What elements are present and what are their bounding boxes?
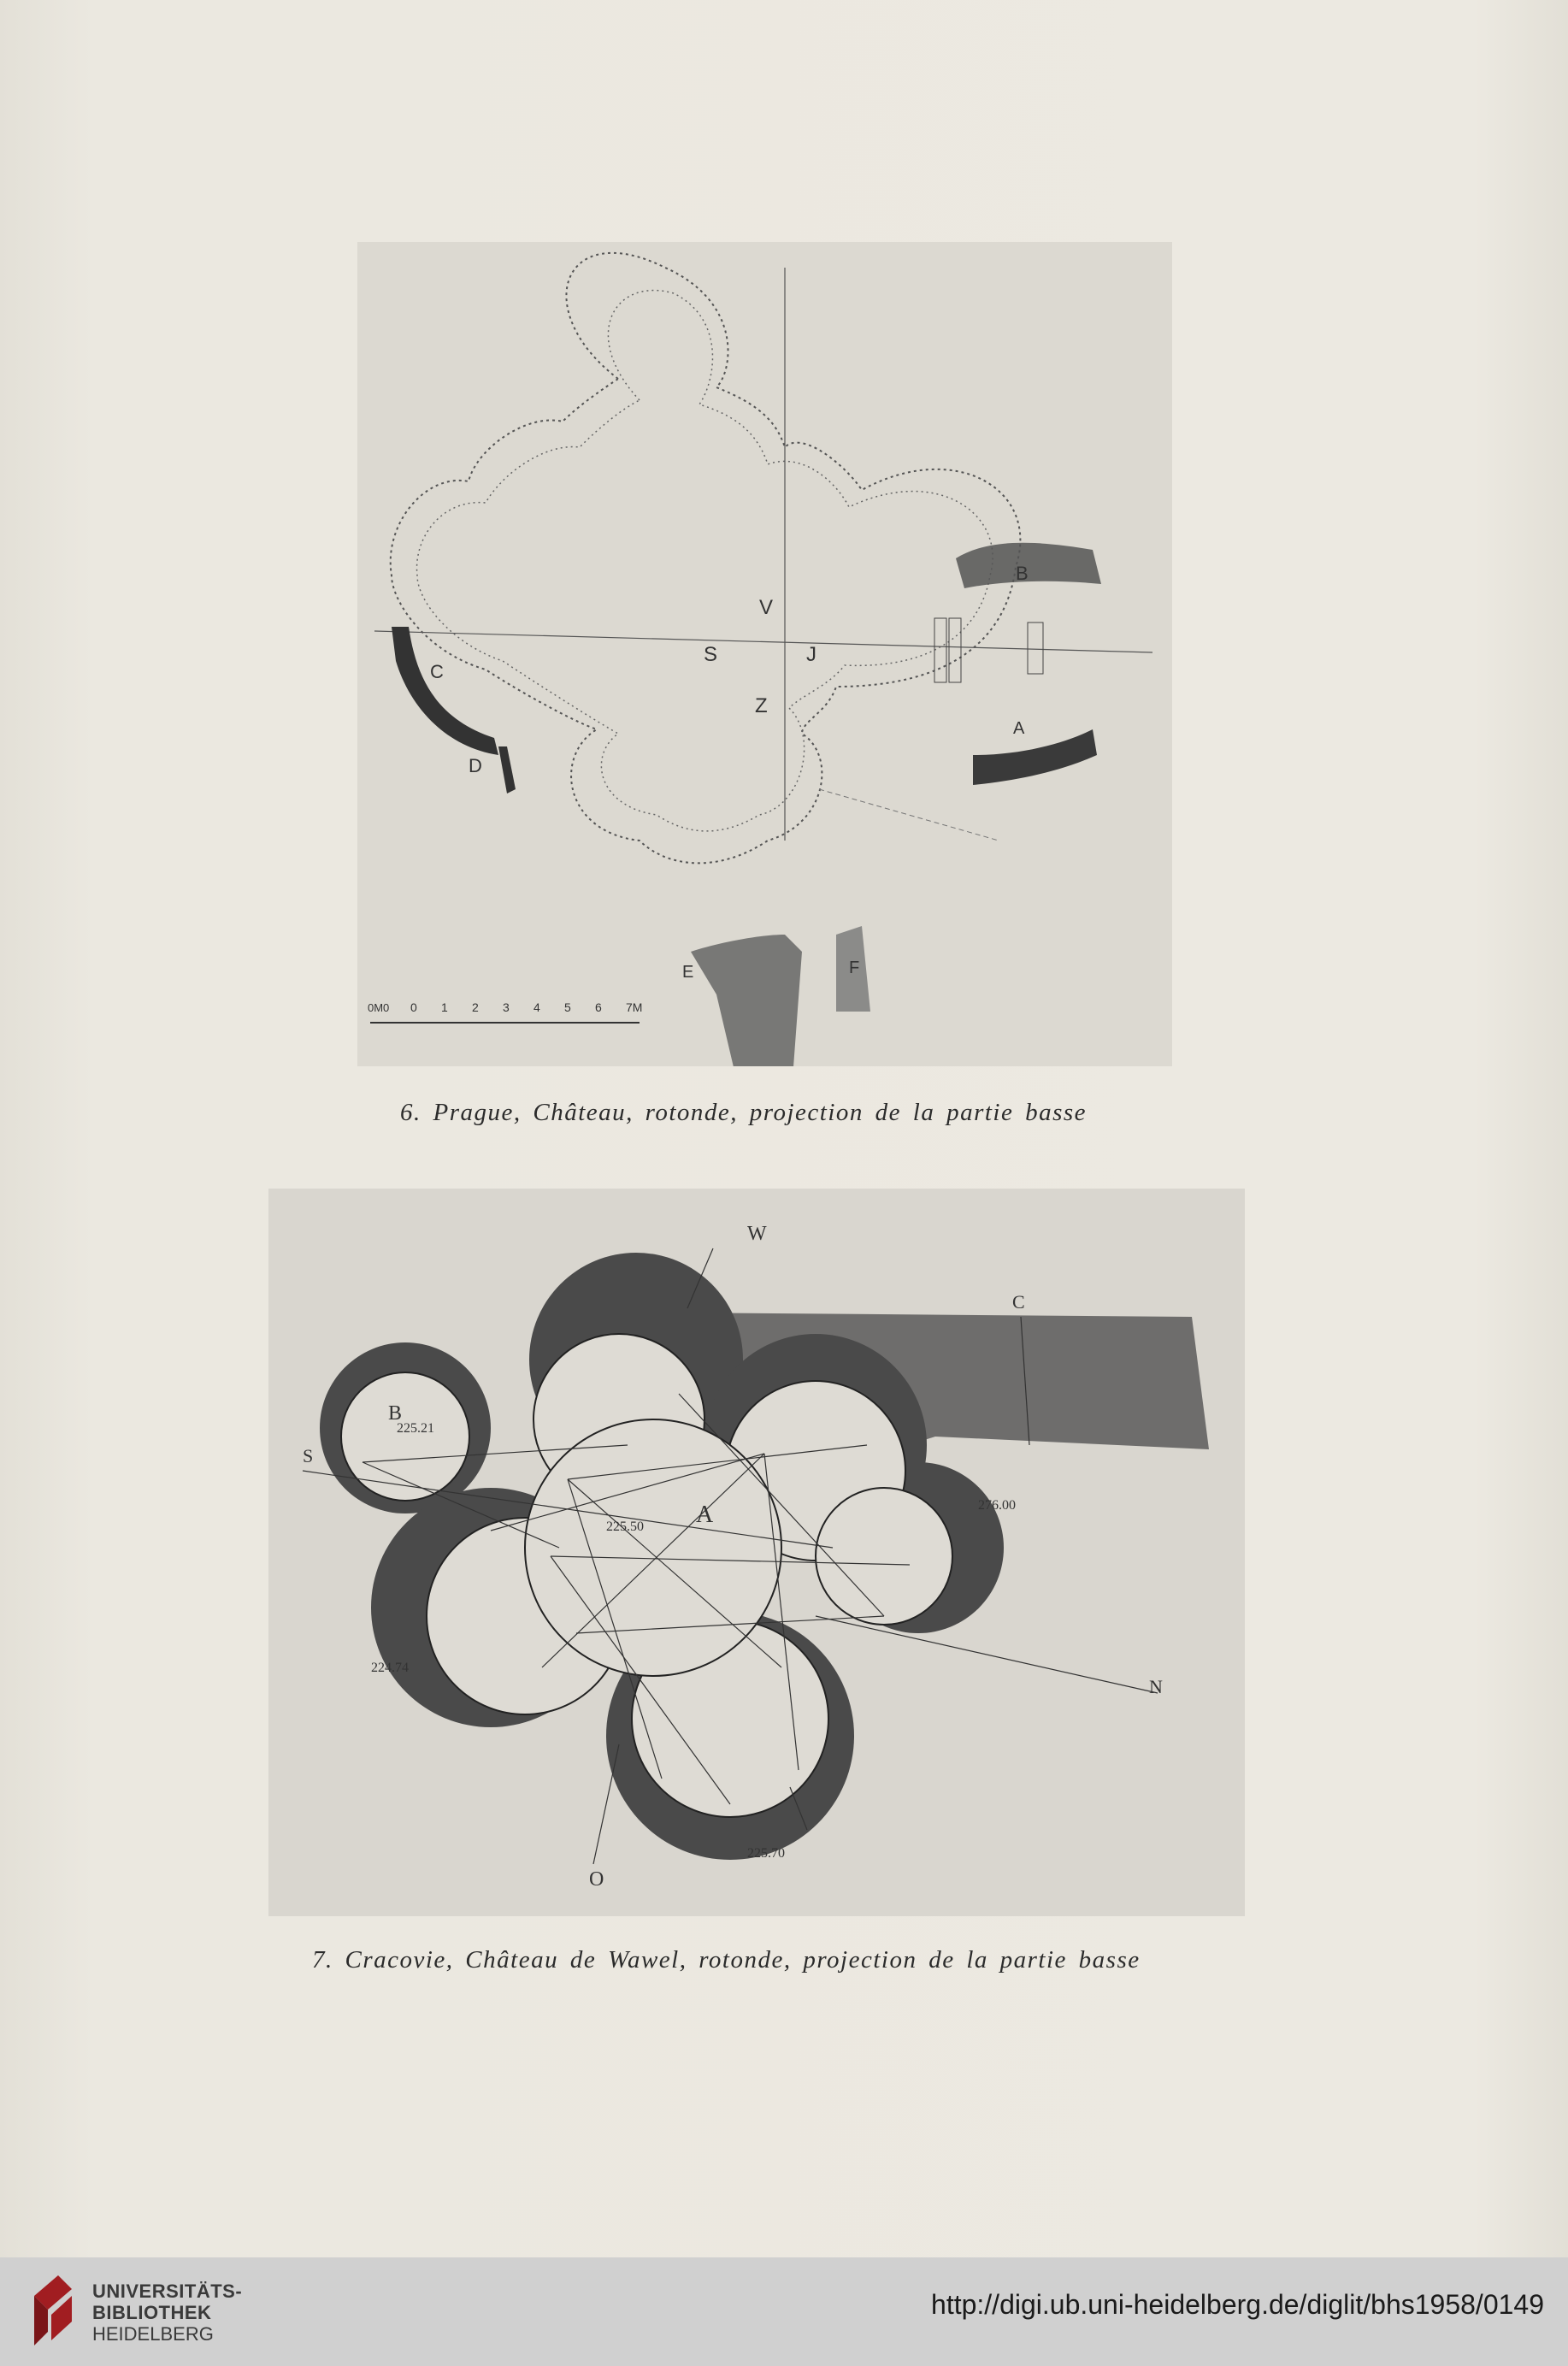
elev-5: 225.70: [747, 1846, 785, 1861]
label-b7: B: [388, 1402, 403, 1425]
scale-bar: [368, 1000, 642, 1023]
source-url-link[interactable]: http://digi.ub.uni-heidelberg.de/diglit/bhs1958/0149: [931, 2289, 1544, 2320]
library-logo-icon: [26, 2270, 80, 2352]
svg-text:6: 6: [595, 1000, 602, 1014]
label-c7: C: [1012, 1291, 1025, 1313]
label-b: B: [1016, 563, 1029, 584]
label-a: A: [1013, 719, 1025, 738]
remains-a: [973, 729, 1097, 785]
label-d: D: [469, 755, 482, 776]
label-z: Z: [755, 694, 768, 717]
library-name: UNIVERSITÄTS- BIBLIOTHEK HEIDELBERG: [92, 2280, 243, 2345]
remains-c: [392, 627, 498, 755]
svg-text:7M: 7M: [626, 1000, 643, 1014]
svg-text:5: 5: [564, 1000, 571, 1014]
svg-text:3: 3: [503, 1000, 510, 1014]
cracow-plan-drawing: [268, 1189, 1245, 1916]
label-s7: S: [303, 1445, 314, 1466]
axis-horizontal: [374, 631, 1152, 652]
label-a7: A: [696, 1502, 714, 1528]
elev-3: 276.00: [978, 1498, 1016, 1513]
remains-b: [956, 543, 1101, 588]
remains-e: [691, 935, 802, 1066]
label-w: W: [747, 1223, 767, 1245]
elev-1: 225.21: [397, 1421, 434, 1436]
label-n: N: [1149, 1676, 1163, 1697]
label-f: F: [849, 959, 860, 977]
figure-cracow-plan: [268, 1189, 1245, 1916]
label-o: O: [589, 1868, 604, 1891]
elev-4: 224.74: [371, 1661, 409, 1675]
label-c: C: [430, 661, 444, 682]
plan-outer-wall: [391, 253, 1021, 864]
figure-prague-plan: [357, 242, 1172, 1066]
svg-text:2: 2: [472, 1000, 479, 1014]
svg-text:0: 0: [410, 1000, 417, 1014]
label-s: S: [704, 643, 718, 666]
svg-text:4: 4: [533, 1000, 540, 1014]
caption-figure-6: 6. Prague, Château, rotonde, projection de la partie basse: [400, 1099, 1088, 1126]
svg-text:0M0: 0M0: [368, 1001, 390, 1014]
remains-d: [498, 746, 516, 794]
label-v: V: [759, 596, 774, 619]
svg-text:1: 1: [441, 1000, 448, 1014]
prague-plan-drawing: [357, 242, 1172, 1066]
caption-figure-7: 7. Cracovie, Château de Wawel, rotonde, projection de la partie basse: [312, 1946, 1141, 1974]
elev-2: 225.50: [606, 1519, 644, 1534]
label-e: E: [682, 963, 694, 982]
label-j: J: [806, 643, 816, 666]
